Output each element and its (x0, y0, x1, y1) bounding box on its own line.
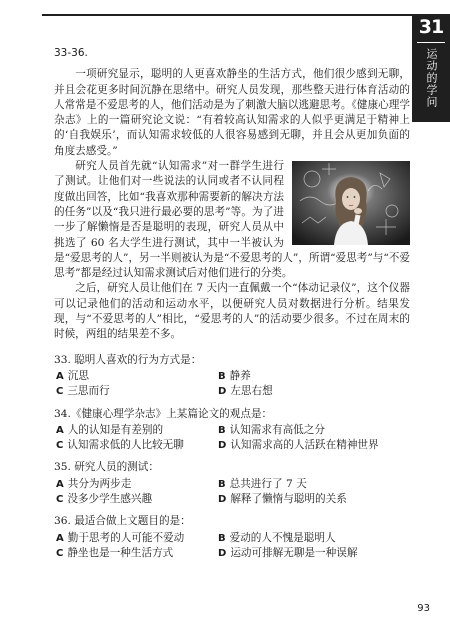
answer-options (54, 477, 410, 508)
option-text: 三思而行 (67, 385, 110, 398)
option-b[interactable] (218, 369, 398, 384)
option-text: 没多少学生感兴趣 (67, 493, 153, 506)
option-letter: A (56, 478, 64, 490)
reading-content (54, 46, 410, 568)
option-b[interactable] (218, 477, 398, 492)
question-stem: 36. 最适合做上文题目的是： (54, 515, 191, 528)
passage-paragraph-3: 之后，研究人员让他们在 7 天内一直佩戴一个“体动记录仪”，这个仪器可以记录他们的活动和运动水平，以便研究人员对数据进行分析。结果发现，与“不爱思考的人”相比，“爱思考的人”的活动要少很多。不过在周末的时候，两组的结果差不多。 (54, 282, 410, 341)
option-letter: A (56, 424, 64, 436)
answer-options (54, 423, 410, 454)
option-letter: C (56, 440, 64, 452)
option-a[interactable] (56, 531, 218, 546)
header-rule (42, 14, 412, 16)
option-letter: D (218, 386, 227, 398)
option-letter: C (56, 547, 64, 559)
question-33 (54, 353, 410, 400)
option-text: 运动可排解无聊是一种误解 (230, 546, 358, 559)
option-text: 认知需求高的人活跃在精神世界 (230, 439, 379, 452)
question-35 (54, 460, 410, 507)
option-text: 勤于思考的人可能不爱动 (67, 531, 185, 544)
option-c[interactable] (56, 438, 218, 453)
option-letter: C (56, 386, 64, 398)
option-text: 左思右想 (230, 385, 273, 398)
option-letter: C (56, 494, 64, 506)
option-letter: B (218, 478, 226, 490)
option-b[interactable] (218, 531, 398, 546)
option-text: 共分为两步走 (67, 477, 132, 490)
question-stem: 33. 聪明人喜欢的行为方式是： (54, 353, 202, 366)
chapter-divider (417, 42, 445, 43)
option-text: 静养 (229, 369, 251, 382)
option-text: 沉思 (67, 369, 89, 382)
chapter-side-tab (412, 14, 450, 122)
option-letter: A (56, 532, 64, 544)
option-letter: B (218, 532, 226, 544)
question-list (54, 353, 410, 562)
option-d[interactable] (218, 546, 398, 561)
question-range: 33-36. (54, 47, 88, 59)
option-text: 认知需求有高低之分 (229, 423, 325, 436)
answer-options (54, 369, 410, 400)
illustration-photo (292, 161, 410, 245)
option-letter: B (218, 370, 226, 382)
option-c[interactable] (56, 384, 218, 399)
option-text: 解释了懒惰与聪明的关系 (230, 493, 347, 506)
option-a[interactable] (56, 423, 218, 438)
page-number: 93 (417, 603, 430, 614)
option-a[interactable] (56, 369, 218, 384)
chapter-title: 运动的学问 (425, 48, 438, 108)
question-stem: 34.《健康心理学杂志》上某篇论文的观点是： (54, 407, 273, 420)
option-text: 爱动的人不愧是聪明人 (229, 531, 336, 544)
thinking-girl-image (292, 161, 410, 245)
option-a[interactable] (56, 477, 218, 492)
option-letter: D (218, 547, 227, 559)
option-c[interactable] (56, 546, 218, 561)
option-letter: D (218, 440, 227, 452)
answer-options (54, 531, 410, 562)
option-text: 人的认知是有差别的 (67, 423, 164, 436)
option-d[interactable] (218, 492, 398, 507)
option-letter: A (56, 370, 64, 382)
passage-paragraph-1: 一项研究显示，聪明的人更喜欢静坐的生活方式，他们很少感到无聊，并且会花更多时间沉静在思绪中。研究人员发现，那些整天进行体育活动的人常常是不爱思考的人，他们活动是为了刺激大脑以逃避思考。《健康心理学杂志》上的一篇研究论文说：“有着较高认知需求的人似乎更满足于精神上的‘自我娱乐’，而认知需求较低的人很容易感到无聊，并且会从更加负面的角度去感受。” (54, 68, 410, 157)
option-text: 静坐也是一种生活方式 (67, 546, 174, 559)
option-d[interactable] (218, 438, 398, 453)
option-c[interactable] (56, 492, 218, 507)
question-stem: 35. 研究人员的测试： (54, 461, 159, 474)
option-text: 认知需求低的人比较无聊 (67, 439, 184, 452)
option-d[interactable] (218, 384, 398, 399)
question-34 (54, 407, 410, 454)
passage-paragraph-2: 研究人员首先就“认知需求”对一群学生进行了测试。让他们对一些说法的认同或者不认同程度做出回答，比如“我喜欢那种需要新的解决方法的任务”以及“我只进行最必要的思考”等。为了进一步了解懒惰是否是聪明的表现，研究人员从中挑选了 60 名大学生进行测试，其中一半被认为是“爱思考的人”，另一半则被认为是“不爱思考的人”，所谓“爱思考”与“不爱思考”都是经过认知需求测试后对他们进行的分类。 (54, 160, 410, 280)
option-letter: B (218, 424, 226, 436)
option-b[interactable] (218, 423, 398, 438)
option-letter: D (218, 494, 227, 506)
chapter-number: 31 (418, 16, 444, 38)
question-36 (54, 514, 410, 561)
option-text: 总共进行了 7 天 (229, 477, 307, 490)
